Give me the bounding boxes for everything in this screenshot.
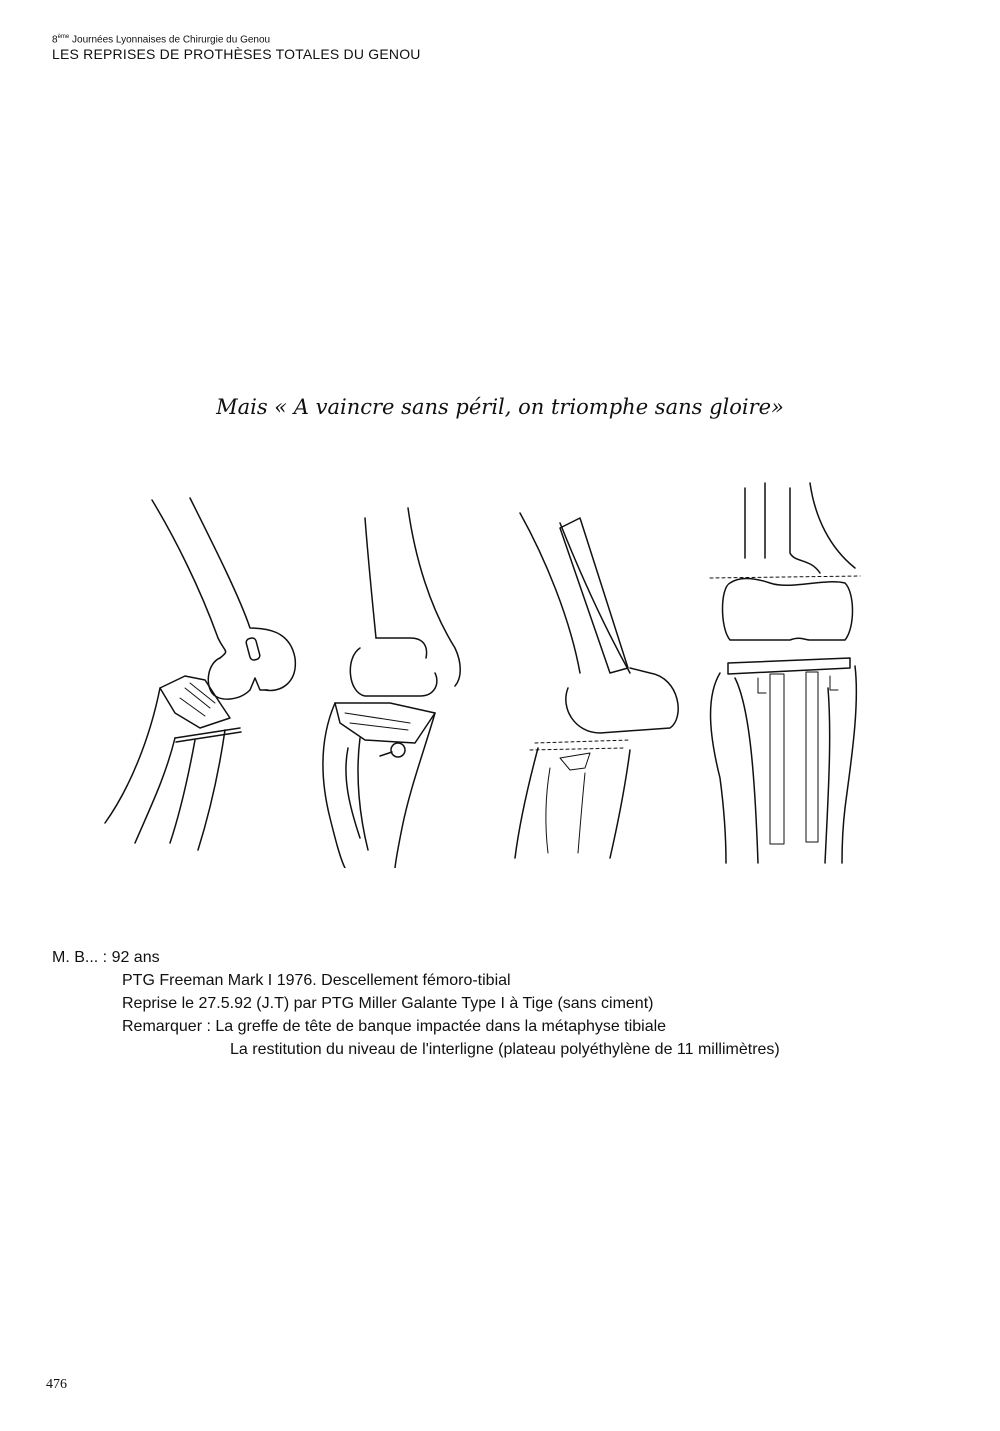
knee-prosthesis-illustration (90, 478, 870, 868)
figure-caption (52, 946, 780, 1061)
caption-remark: Remarquer : La greffe de tête de banque impactée dans la métaphyse tibiale (122, 1018, 667, 1035)
drawing-ap-loosened (323, 508, 460, 868)
caption-remark-continued: La restitution du niveau de l'interligne (plateau polyéthylène de 11 millimètres) (230, 1041, 780, 1058)
running-header (52, 34, 421, 62)
caption-revision: Reprise le 27.5.92 (J.T) par PTG Miller Galante Type I à Tige (sans ciment) (122, 995, 654, 1012)
caption-primary-prosthesis: PTG Freeman Mark I 1976. Descellement fémoro-tibial (122, 972, 511, 989)
drawing-lateral-revision (515, 513, 678, 858)
header-book-title: LES REPRISES DE PROTHÈSES TOTALES DU GENOU (52, 45, 421, 62)
drawing-ap-revision (710, 483, 860, 863)
header-edition-suffix: ème (57, 34, 70, 40)
knee-drawings (90, 478, 870, 868)
header-conference-name: Journées Lyonnaises de Chirurgie du Genou (69, 34, 271, 46)
caption-patient: M. B... : 92 ans (52, 949, 160, 966)
page-number: 476 (46, 1377, 67, 1392)
drawing-lateral-loosened (105, 498, 295, 850)
header-edition-number: 8 (52, 34, 58, 46)
header-conference (52, 34, 421, 46)
figure-quote: Mais « A vaincre sans péril, on triomphe sans gloire» (216, 395, 784, 419)
